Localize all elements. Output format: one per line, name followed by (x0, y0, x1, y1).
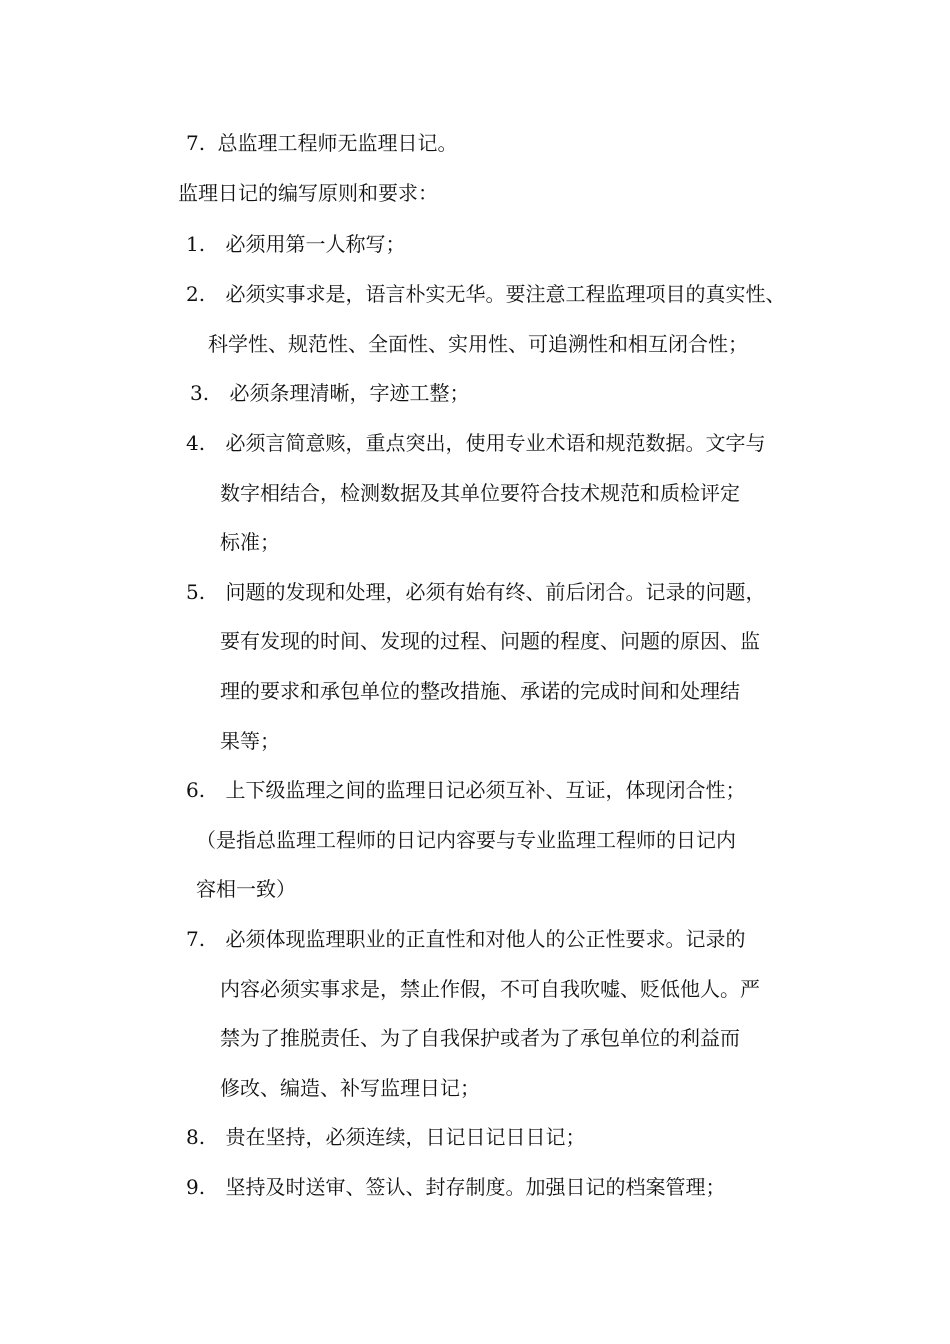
list-item-continuation: 理的要求和承包单位的整改措施、承诺的完成时间和处理结 (220, 679, 740, 703)
list-item-continuation: 科学性、规范性、全面性、实用性、可追溯性和相互闭合性； (208, 332, 748, 356)
list-item-7 (186, 926, 745, 952)
section-heading: 监理日记的编写原则和要求： (178, 181, 438, 205)
list-item-8 (186, 1124, 585, 1150)
list-item-continuation: 禁为了推脱责任、为了自我保护或者为了承包单位的利益而 (220, 1026, 740, 1050)
list-item-text: 必须体现监理职业的正直性和对他人的公正性要求。记录的 (225, 927, 746, 951)
list-item-text: 上下级监理之间的监理日记必须互补、互证，体现闭合性； (225, 778, 746, 802)
list-item-number: 1. (186, 232, 206, 256)
intro-item-text: 总监理工程师无监理日记。 (217, 131, 458, 155)
list-item-text: 必须言简意赅，重点突出，使用专业术语和规范数据。文字与 (225, 431, 766, 455)
list-item-continuation: 数字相结合，检测数据及其单位要符合技术规范和质检评定 (220, 481, 740, 505)
list-item-number: 5. (186, 580, 206, 604)
list-item-text: 必须条理清晰，字迹工整； (229, 381, 470, 405)
list-item-number: 8. (186, 1125, 206, 1149)
list-item-text: 必须用第一人称写； (225, 232, 406, 256)
list-item-3 (190, 380, 469, 406)
list-item-text: 贵在坚持，必须连续，日记日记日日记； (225, 1125, 586, 1149)
list-item-9 (186, 1174, 725, 1200)
list-item-6 (186, 777, 745, 803)
list-item-2 (186, 281, 785, 307)
list-item-number: 9. (186, 1175, 206, 1199)
list-item-continuation: 标准； (220, 530, 280, 554)
list-item-number: 6. (186, 778, 206, 802)
list-item-number: 4. (186, 431, 206, 455)
list-item-text: 问题的发现和处理，必须有始有终、前后闭合。记录的问题， (225, 580, 766, 604)
list-item-continuation: （是指总监理工程师的日记内容要与专业监理工程师的日记内 (196, 828, 736, 852)
list-item-continuation: 内容必须实事求是，禁止作假，不可自我吹嘘、贬低他人。严 (220, 977, 760, 1001)
list-item-continuation: 修改、编造、补写监理日记； (220, 1076, 480, 1100)
list-item-text: 坚持及时送审、签认、封存制度。加强日记的档案管理； (225, 1175, 726, 1199)
list-item-number: 3. (190, 381, 210, 405)
list-item-continuation: 果等； (220, 729, 280, 753)
list-item-4 (186, 430, 765, 456)
list-item-1 (186, 231, 405, 257)
list-item-text: 必须实事求是，语言朴实无华。要注意工程监理项目的真实性、 (225, 282, 786, 306)
intro-item (186, 130, 457, 156)
list-item-continuation: 容相一致） (196, 877, 296, 901)
list-item-number: 2. (186, 282, 206, 306)
list-item-number: 7. (186, 927, 206, 951)
list-item-continuation: 要有发现的时间、发现的过程、问题的程度、问题的原因、监 (220, 629, 760, 653)
list-item-5 (186, 579, 765, 605)
intro-item-number: 7. (186, 131, 206, 155)
